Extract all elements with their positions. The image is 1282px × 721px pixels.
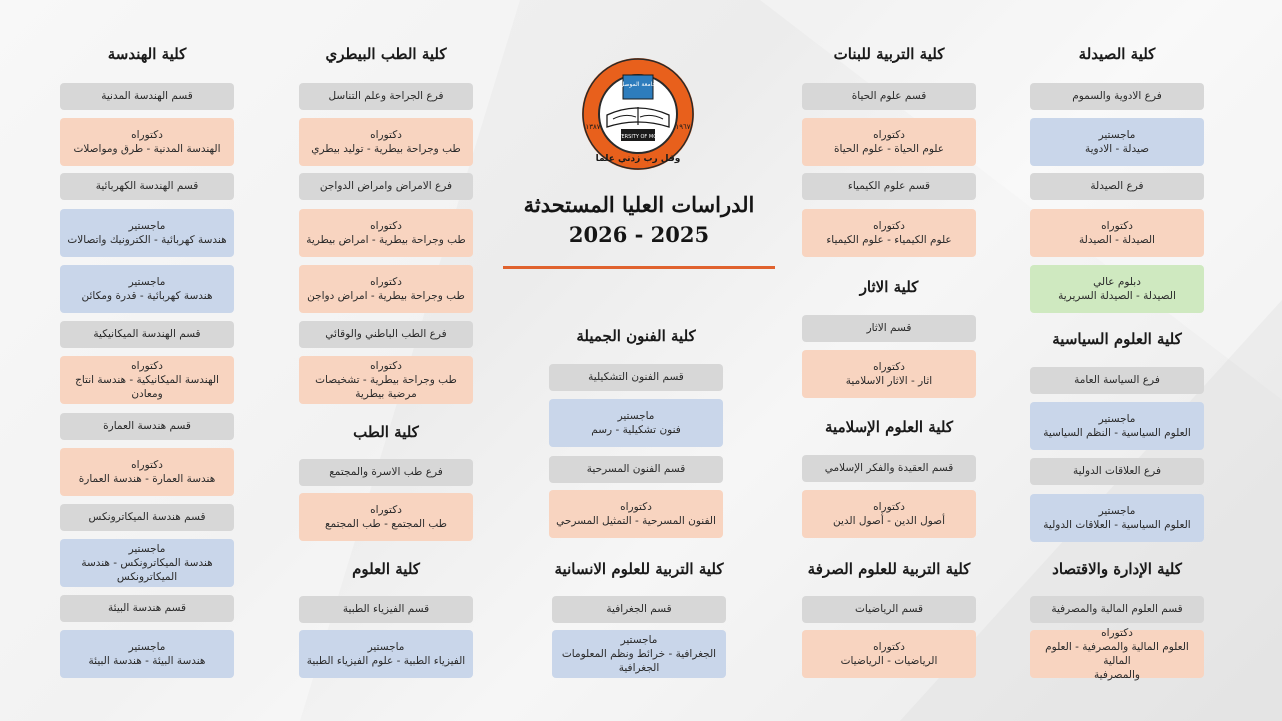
box-detail: العلوم المالية والمصرفية - العلوم المالية bbox=[1045, 640, 1189, 667]
box-heading: قسم الهندسة الكهربائية bbox=[95, 180, 199, 193]
doctorate-box bbox=[1030, 626, 1204, 682]
box-heading: قسم الفنون التشكيلية bbox=[588, 371, 684, 384]
college-title: كلية العلوم الإسلامية bbox=[825, 418, 953, 436]
department-box bbox=[1030, 596, 1204, 623]
masters-box bbox=[299, 630, 473, 678]
doctorate-box bbox=[802, 630, 976, 678]
box-heading: قسم علوم الحياة bbox=[851, 90, 927, 103]
box-heading: ماجستير bbox=[128, 275, 166, 288]
masters-box bbox=[1030, 118, 1204, 166]
box-heading: قسم الاثار bbox=[866, 322, 912, 335]
box-heading: ماجستير bbox=[1098, 128, 1136, 141]
logo-year-left: ١٣٨٧ bbox=[585, 123, 601, 131]
box-heading: ماجستير bbox=[620, 633, 658, 646]
department-box bbox=[60, 173, 234, 200]
college-title: كلية التربية للبنات bbox=[833, 45, 945, 63]
box-detail: الصيدلة - الصيدلة bbox=[1079, 234, 1155, 246]
department-box bbox=[60, 595, 234, 622]
box-detail: الصيدلة - الصيدلة السريرية bbox=[1058, 290, 1176, 302]
box-heading: دكتوراه bbox=[370, 219, 402, 232]
logo-top-text: جامعة الموصل bbox=[619, 81, 657, 88]
masters-box bbox=[60, 265, 234, 313]
box-detail: ومعادن bbox=[131, 388, 163, 401]
college-title: كلية الصيدلة bbox=[1078, 45, 1156, 63]
box-detail: هندسة البيئة - هندسة البيئة bbox=[88, 655, 206, 667]
page-title-year: 2025 - 2026 bbox=[568, 222, 710, 248]
college-title: كلية الفنون الجميلة bbox=[576, 327, 696, 345]
box-heading: قسم الفنون المسرحية bbox=[586, 463, 686, 476]
doctorate-box bbox=[299, 493, 473, 541]
box-detail: اثار - الاثار الاسلامية bbox=[845, 375, 933, 387]
diploma-box bbox=[1030, 265, 1204, 313]
box-detail: الرياضيات - الرياضيات bbox=[840, 655, 938, 667]
box-heading: دكتوراه bbox=[131, 458, 163, 471]
box-detail: علوم الحياة - علوم الحياة bbox=[834, 143, 944, 155]
college-title: كلية الطب البيطري bbox=[325, 45, 447, 63]
page-title-line1: الدراسات العليا المستحدثة bbox=[523, 192, 755, 217]
box-heading: دبلوم عالي bbox=[1093, 275, 1141, 288]
box-heading: دكتوراه bbox=[873, 360, 905, 373]
box-detail: طب المجتمع - طب المجتمع bbox=[324, 518, 448, 530]
box-detail: هندسة كهربائية - الكترونيك واتصالات bbox=[67, 234, 227, 246]
university-logo bbox=[581, 57, 695, 171]
box-detail: أصول الدين - أصول الدين bbox=[833, 515, 945, 527]
department-box bbox=[802, 173, 976, 200]
box-heading: فرع السياسة العامة bbox=[1074, 374, 1160, 387]
box-heading: قسم الهندسة المدنية bbox=[101, 90, 193, 103]
box-heading: ماجستير bbox=[617, 409, 655, 422]
box-heading: دكتوراه bbox=[370, 275, 402, 288]
box-detail: هندسة العمارة - هندسة العمارة bbox=[78, 473, 216, 485]
masters-box bbox=[60, 209, 234, 257]
department-box bbox=[299, 459, 473, 486]
box-detail: طب وجراحة بيطرية - امراض بيطرية bbox=[306, 234, 466, 246]
masters-box bbox=[1030, 402, 1204, 450]
box-heading: دكتوراه bbox=[873, 219, 905, 232]
box-heading: فرع طب الاسرة والمجتمع bbox=[329, 466, 443, 479]
doctorate-box bbox=[802, 209, 976, 257]
masters-box bbox=[549, 399, 723, 447]
department-box bbox=[802, 83, 976, 110]
department-box bbox=[299, 596, 473, 623]
doctorate-box bbox=[299, 356, 473, 404]
box-detail: الميكاترونكس bbox=[116, 571, 178, 584]
masters-box bbox=[552, 630, 726, 678]
title-divider bbox=[503, 266, 775, 269]
box-heading: قسم الرياضيات bbox=[855, 603, 923, 616]
box-detail: الفيزياء الطبية - علوم الفيزياء الطبية bbox=[306, 655, 466, 667]
department-box bbox=[1030, 173, 1204, 200]
department-box bbox=[802, 315, 976, 342]
doctorate-box bbox=[299, 118, 473, 166]
box-heading: دكتوراه bbox=[873, 128, 905, 141]
box-detail: طب وجراحة بيطرية - توليد بيطري bbox=[311, 143, 461, 155]
department-box bbox=[549, 456, 723, 483]
department-box bbox=[60, 413, 234, 440]
box-heading: ماجستير bbox=[128, 219, 166, 232]
doctorate-box bbox=[1030, 209, 1204, 257]
box-heading: قسم الفيزياء الطبية bbox=[342, 603, 430, 616]
box-heading: دكتوراه bbox=[370, 128, 402, 141]
doctorate-box bbox=[60, 356, 234, 404]
masters-box bbox=[60, 539, 234, 587]
box-heading: ماجستير bbox=[128, 640, 166, 653]
college-title: كلية العلوم السياسية bbox=[1052, 330, 1182, 348]
department-box bbox=[1030, 367, 1204, 394]
box-heading: دكتوراه bbox=[1101, 626, 1133, 639]
doctorate-box bbox=[60, 448, 234, 496]
college-title: كلية الطب bbox=[353, 423, 419, 441]
department-box bbox=[60, 504, 234, 531]
box-heading: دكتوراه bbox=[370, 503, 402, 516]
box-detail: الفنون المسرحية - التمثيل المسرحي bbox=[556, 515, 716, 527]
box-detail: العلوم السياسية - النظم السياسية bbox=[1043, 427, 1191, 439]
box-heading: قسم العلوم المالية والمصرفية bbox=[1051, 603, 1183, 616]
box-detail: والمصرفية bbox=[1094, 669, 1140, 682]
box-detail: الجغرافية - خرائط ونظم المعلومات bbox=[561, 647, 717, 660]
box-heading: دكتوراه bbox=[131, 128, 163, 141]
box-heading: دكتوراه bbox=[873, 500, 905, 513]
masters-box bbox=[60, 630, 234, 678]
college-title: كلية الهندسة bbox=[107, 45, 187, 63]
masters-box bbox=[1030, 494, 1204, 542]
box-heading: قسم الجغرافية bbox=[606, 603, 672, 616]
department-box bbox=[549, 364, 723, 391]
box-heading: دكتوراه bbox=[131, 359, 163, 372]
box-heading: ماجستير bbox=[367, 640, 405, 653]
department-box bbox=[299, 173, 473, 200]
box-heading: قسم علوم الكيمياء bbox=[847, 180, 931, 193]
department-box bbox=[1030, 83, 1204, 110]
box-heading: قسم هندسة الميكاترونكس bbox=[88, 511, 206, 524]
department-box bbox=[299, 83, 473, 110]
box-detail: الهندسة المدنية - طرق ومواصلات bbox=[73, 143, 221, 155]
department-box bbox=[1030, 458, 1204, 485]
box-heading: دكتوراه bbox=[1101, 219, 1133, 232]
doctorate-box bbox=[802, 490, 976, 538]
doctorate-box bbox=[802, 118, 976, 166]
box-detail: الهندسة الميكانيكية - هندسة انتاج bbox=[75, 373, 219, 386]
department-box bbox=[802, 455, 976, 482]
box-heading: فرع الصيدلة bbox=[1090, 180, 1144, 193]
box-detail: الجغرافية bbox=[618, 662, 660, 675]
page-title bbox=[503, 190, 775, 251]
box-detail: فنون تشكيلية - رسم bbox=[591, 424, 681, 436]
box-detail: هندسة كهربائية - قدرة ومكائن bbox=[81, 290, 213, 302]
box-heading: دكتوراه bbox=[873, 640, 905, 653]
department-box bbox=[60, 83, 234, 110]
box-detail: طب وجراحة بيطرية - امراض دواجن bbox=[307, 290, 465, 302]
department-box bbox=[60, 321, 234, 348]
box-heading: ماجستير bbox=[1098, 412, 1136, 425]
department-box bbox=[802, 596, 976, 623]
college-title: كلية التربية للعلوم الصرفة bbox=[807, 560, 971, 578]
doctorate-box bbox=[802, 350, 976, 398]
box-heading: قسم هندسة البيئة bbox=[108, 602, 186, 615]
box-detail: العلوم السياسية - العلاقات الدولية bbox=[1043, 519, 1191, 531]
box-heading: دكتوراه bbox=[370, 359, 402, 372]
box-heading: فرع الامراض وامراض الدواجن bbox=[319, 180, 453, 193]
box-heading: ماجستير bbox=[128, 542, 166, 555]
box-heading: فرع الادوية والسموم bbox=[1072, 90, 1162, 103]
box-heading: فرع الجراحة وعلم التناسل bbox=[328, 90, 444, 103]
box-heading: قسم العقيدة والفكر الإسلامي bbox=[824, 462, 954, 475]
doctorate-box bbox=[549, 490, 723, 538]
box-detail: طب وجراحة بيطرية - تشخيصات bbox=[315, 373, 457, 386]
logo-year-right: ١٩٦٧ bbox=[675, 123, 691, 131]
box-heading: دكتوراه bbox=[620, 500, 652, 513]
box-detail: علوم الكيمياء - علوم الكيمياء bbox=[826, 234, 952, 246]
logo-ring-text: وقل رب زدني علما bbox=[595, 154, 681, 164]
box-heading: ماجستير bbox=[1098, 504, 1136, 517]
box-detail: هندسة الميكاترونكس - هندسة bbox=[81, 556, 213, 569]
college-title: كلية الإدارة والاقتصاد bbox=[1052, 560, 1182, 578]
department-box bbox=[552, 596, 726, 623]
college-title: كلية العلوم bbox=[352, 560, 420, 578]
college-title: كلية التربية للعلوم الانسانية bbox=[554, 560, 724, 578]
doctorate-box bbox=[60, 118, 234, 166]
logo-ring-text-en: UNIVERSITY OF MOSUL bbox=[609, 134, 667, 140]
box-heading: فرع العلاقات الدولية bbox=[1073, 465, 1161, 478]
box-heading: فرع الطب الباطني والوقائي bbox=[325, 328, 447, 341]
college-title: كلية الاثار bbox=[859, 278, 919, 296]
box-heading: قسم الهندسة الميكانيكية bbox=[93, 328, 201, 341]
box-detail: مرضية بيطرية bbox=[355, 388, 417, 401]
doctorate-box bbox=[299, 209, 473, 257]
box-detail: صيدلة - الادوية bbox=[1084, 143, 1150, 155]
doctorate-box bbox=[299, 265, 473, 313]
department-box bbox=[299, 321, 473, 348]
box-heading: قسم هندسة العمارة bbox=[103, 420, 191, 433]
